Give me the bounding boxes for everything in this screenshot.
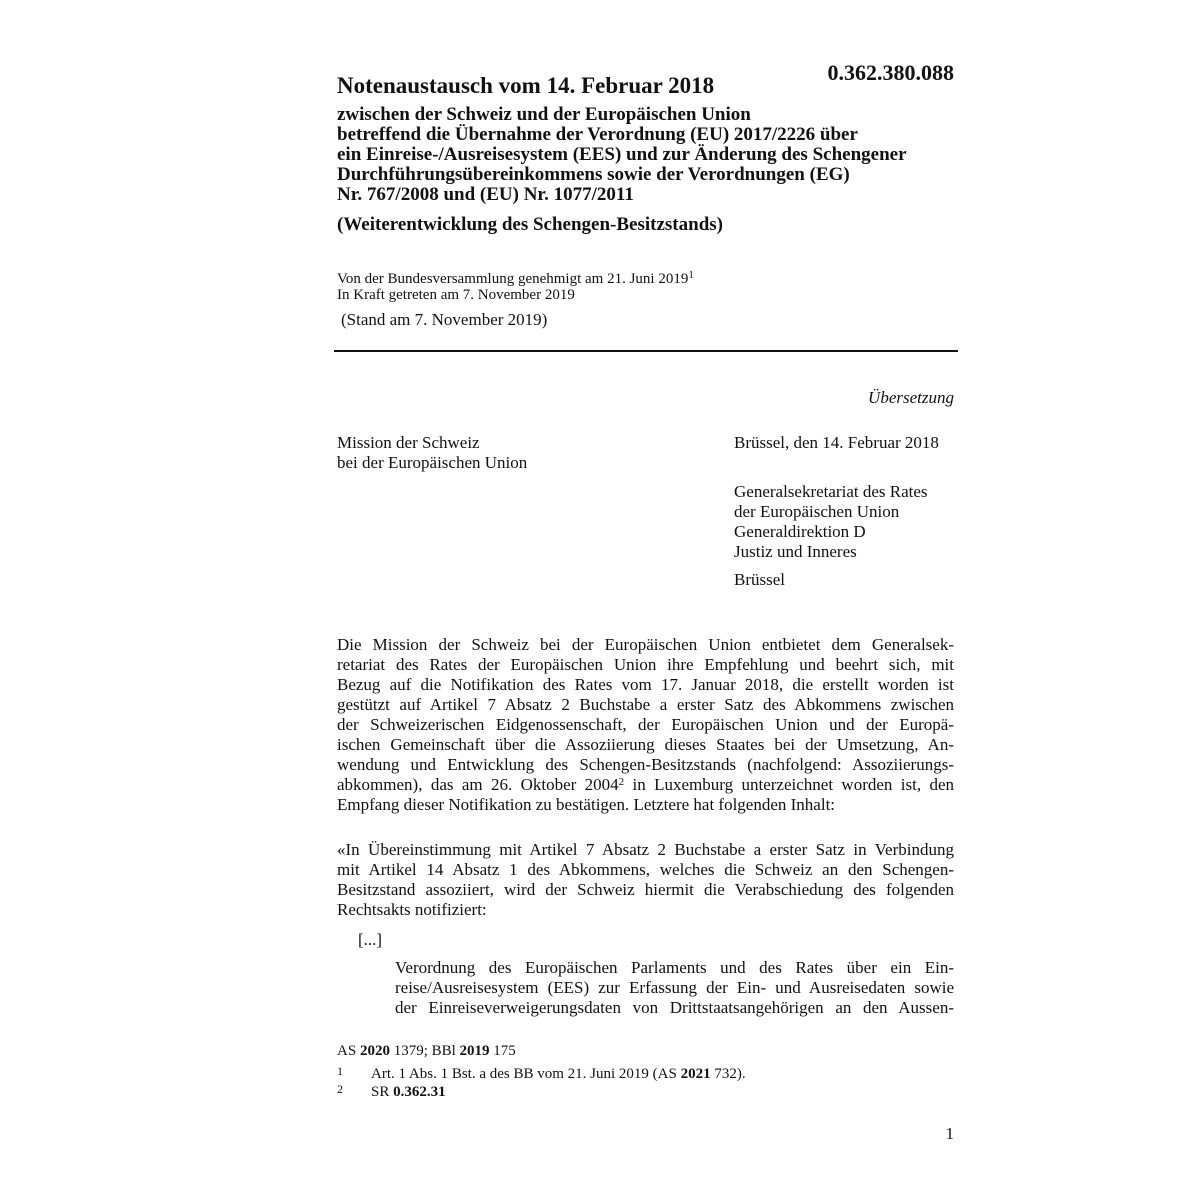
citation-year: 2019	[459, 1043, 490, 1059]
body-paragraph-2	[337, 840, 954, 920]
text-line: Verordnung des Europäischen Parlaments und des Rates über ein Ein-	[395, 958, 954, 977]
footnote-ref-1[interactable]: 1	[688, 269, 694, 281]
footnote-number: 1	[337, 1064, 343, 1078]
text-line: wendung und Entwicklung des Schengen-Besitzstands (nachfolgend: Assoziierungs-	[337, 755, 954, 774]
subtitle-line: betreffend die Übernahme der Verordnung (EU) 2017/2226 über	[337, 124, 858, 145]
subtitle-line: ein Einreise-/Ausreisesystem (EES) und zur Änderung des Schengener	[337, 144, 907, 165]
body-paragraph-1	[337, 635, 954, 815]
place-date: Brüssel, den 14. Februar 2018	[734, 433, 939, 452]
sender-line: Mission der Schweiz	[337, 433, 480, 452]
footnote-ref-2[interactable]: 2	[618, 776, 625, 788]
text-line: Empfang dieser Notifikation zu bestätigen. Letztere hat folgenden Inhalt:	[337, 795, 836, 814]
text-line: Die Mission der Schweiz bei der Europäischen Union entbietet dem Generalsek-	[337, 635, 954, 654]
text-line: ischen Gemeinschaft über die Assoziierung dieses Staates bei der Umsetzung, An-	[337, 735, 954, 754]
citation-year: 2020	[359, 1043, 390, 1059]
citation-text: AS	[337, 1043, 360, 1059]
text-line: gestützt auf Artikel 7 Absatz 2 Buchstabe a erster Satz des Abkommens zwischen	[337, 695, 954, 714]
recipient-line: Generalsekretariat des Rates	[734, 482, 928, 501]
publication-citation	[337, 1043, 516, 1060]
recipient-city: Brüssel	[734, 570, 785, 589]
text-line: Rechtsakts notifiziert:	[337, 900, 487, 919]
footnote-year: 2021	[680, 1066, 711, 1082]
status-date: (Stand am 7. November 2019)	[341, 310, 548, 329]
footnote-1	[337, 1063, 746, 1082]
text-fragment: abkommen), das am 26. Oktober 2004	[337, 775, 619, 794]
text-line	[337, 775, 954, 795]
text-line: der Einreiseverweigerungsdaten von Drittstaatsangehörigen an den Aussen-	[395, 998, 954, 1017]
approval-meta	[337, 271, 694, 303]
footnote-text: SR	[371, 1084, 394, 1100]
text-line: Besitzstand assoziiert, wird der Schweiz hiermit die Verabschiedung des folgenden	[337, 880, 954, 899]
page-number: 1	[945, 1124, 954, 1143]
footnote-text: 732).	[710, 1066, 746, 1082]
subtitle-line: Durchführungsübereinkommens sowie der Verordnungen (EG)	[337, 164, 850, 185]
translation-note: Übersetzung	[868, 388, 954, 407]
approval-text: Von der Bundesversammlung genehmigt am 21. Juni 2019	[337, 271, 689, 287]
sender-address	[337, 433, 527, 473]
text-line: «In Übereinstimmung mit Artikel 7 Absatz 2 Buchstabe a erster Satz in Verbindung	[337, 840, 954, 859]
footnote-number: 2	[337, 1082, 343, 1096]
schengen-note: (Weiterentwicklung des Schengen-Besitzstands)	[337, 214, 723, 235]
recipient-line: Justiz und Inneres	[734, 542, 857, 561]
text-line: Bezug auf die Notifikation des Rates vom 17. Januar 2018, die erstellt worden ist	[337, 675, 954, 694]
text-line: mit Artikel 14 Absatz 1 des Abkommens, welches die Schweiz an den Schengen-	[337, 860, 954, 879]
subtitle-line: zwischen der Schweiz und der Europäischen Union	[337, 104, 751, 125]
text-line: reise/Ausreisesystem (EES) zur Erfassung der Ein- und Ausreisedaten sowie	[395, 978, 954, 997]
recipient-address	[734, 482, 928, 562]
text-fragment: in Luxemburg unterzeichnet worden ist, den	[624, 775, 954, 794]
subtitle-line: Nr. 767/2008 und (EU) Nr. 1077/2011	[337, 184, 634, 205]
header-divider	[334, 350, 958, 352]
text-line: retariat des Rates der Europäischen Union ihre Empfehlung und beehrt sich, mit	[337, 655, 954, 674]
sender-line: bei der Europäischen Union	[337, 453, 528, 472]
sr-number: 0.362.380.088	[827, 60, 954, 85]
footnote-text: Art. 1 Abs. 1 Bst. a des BB vom 21. Juni 2019 (AS	[371, 1066, 681, 1082]
body-paragraph-3	[395, 958, 954, 1018]
document-subtitle	[337, 105, 977, 205]
citation-text: 1379; BBl	[389, 1043, 460, 1059]
recipient-line: Generaldirektion D	[734, 522, 866, 541]
document-title: Notenaustausch vom 14. Februar 2018	[337, 73, 715, 98]
approval-line	[337, 271, 694, 287]
footnote-2	[337, 1081, 446, 1100]
text-line: der Schweizerischen Eidgenossenschaft, der Europäischen Union und der Europä-	[337, 715, 954, 734]
in-force-line: In Kraft getreten am 7. November 2019	[337, 287, 575, 303]
recipient-line: der Europäischen Union	[734, 502, 900, 521]
footnote-sr-ref[interactable]: 0.362.31	[393, 1084, 446, 1100]
citation-text: 175	[489, 1043, 516, 1059]
omission-marker: [...]	[358, 930, 383, 949]
